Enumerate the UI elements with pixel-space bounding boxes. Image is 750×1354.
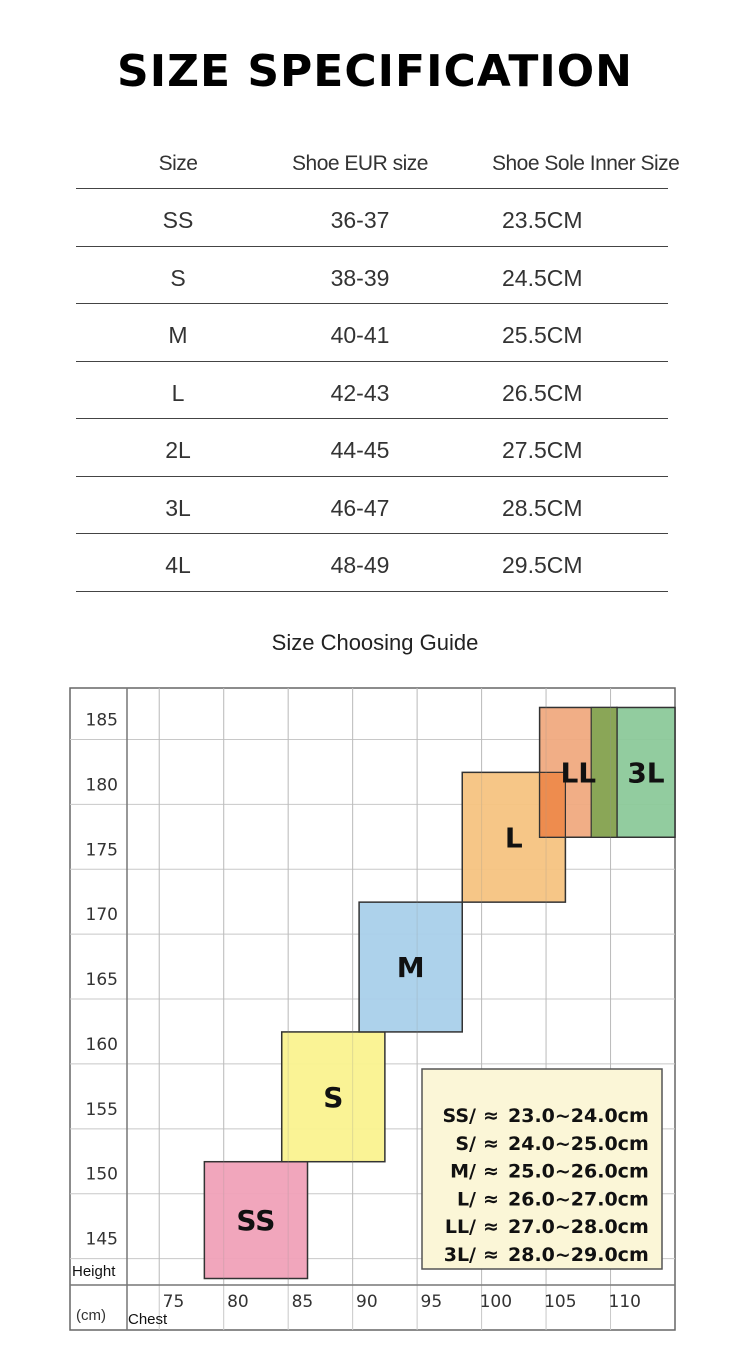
header-inner: Shoe Sole Inner Size <box>492 152 680 175</box>
header-eur: Shoe EUR size <box>292 152 428 175</box>
legend-range: 25.0~26.0cm <box>508 1160 649 1183</box>
size-label-l: L <box>504 821 523 855</box>
size-label-ss: SS <box>236 1204 276 1238</box>
cell-eur: 36-37 <box>330 207 390 233</box>
y-tick-label: 145 <box>85 1229 118 1250</box>
y-tick-label: 175 <box>85 840 118 861</box>
x-tick-label: 100 <box>479 1292 513 1312</box>
cell-size: 3L <box>165 494 191 521</box>
size-label-s: S <box>323 1080 344 1114</box>
cell-size: 2L <box>165 437 191 463</box>
x-tick-label: 75 <box>162 1292 185 1312</box>
cell-eur: 38-39 <box>330 264 390 291</box>
legend-approx: ≈ <box>483 1132 499 1155</box>
legend-approx: ≈ <box>483 1244 499 1266</box>
y-tick-label: 165 <box>85 970 118 991</box>
legend-approx: ≈ <box>483 1188 499 1211</box>
cell-eur: 46-47 <box>330 494 390 521</box>
cell-inner: 29.5CM <box>502 552 583 578</box>
cell-eur: 42-43 <box>330 379 390 406</box>
guide-title: Size Choosing Guide <box>271 630 479 655</box>
x-tick-label: 90 <box>356 1292 378 1312</box>
x-tick-label: 85 <box>291 1292 314 1312</box>
y-tick-label: 180 <box>85 775 118 796</box>
legend-range: 24.0~25.0cm <box>508 1132 649 1155</box>
legend-range: 27.0~28.0cm <box>508 1216 649 1239</box>
y-tick-label: 185 <box>85 710 118 731</box>
cell-eur: 40-41 <box>330 322 390 348</box>
cell-eur: 48-49 <box>330 552 390 578</box>
y-axis-label: Height <box>72 1263 116 1280</box>
cell-eur: 44-45 <box>330 437 390 463</box>
legend-size: L/ <box>456 1188 476 1211</box>
y-tick-label: 155 <box>85 1099 118 1120</box>
cell-inner: 28.5CM <box>502 494 583 521</box>
legend-size: SS/ <box>442 1105 476 1127</box>
legend-approx: ≈ <box>483 1160 499 1183</box>
legend-size: 3L/ <box>443 1244 476 1266</box>
legend-approx: ≈ <box>483 1105 499 1127</box>
legend-range: 28.0~29.0cm <box>508 1244 649 1266</box>
header-size: Size <box>158 152 198 175</box>
y-tick-label: 160 <box>85 1034 118 1055</box>
legend-range: 23.0~24.0cm <box>508 1105 649 1127</box>
legend-approx: ≈ <box>483 1216 499 1239</box>
cell-size: 4L <box>165 552 191 578</box>
page-title: SIZE SPECIFICATION <box>117 46 633 97</box>
legend-size: M/ <box>450 1160 476 1183</box>
x-axis-label: Chest <box>128 1311 168 1328</box>
legend-range: 26.0~27.0cm <box>508 1188 649 1211</box>
x-tick-label: 80 <box>227 1292 249 1312</box>
cell-inner: 26.5CM <box>502 379 583 406</box>
x-tick-label: 110 <box>608 1292 641 1312</box>
cell-inner: 24.5CM <box>502 264 583 291</box>
unit-label: (cm) <box>76 1307 106 1324</box>
size-label-3l: 3L <box>627 756 665 790</box>
y-tick-label: 170 <box>85 905 118 926</box>
cell-size: SS <box>162 207 194 233</box>
cell-size: S <box>170 264 186 291</box>
cell-inner: 27.5CM <box>502 437 583 463</box>
cell-inner: 23.5CM <box>502 207 583 233</box>
size-label-ll: LL <box>560 756 597 790</box>
legend-size: LL/ <box>444 1216 476 1239</box>
x-tick-label: 95 <box>420 1292 443 1312</box>
cell-size: M <box>168 322 188 348</box>
y-tick-label: 150 <box>85 1164 118 1185</box>
x-tick-label: 105 <box>544 1292 577 1312</box>
legend-size: S/ <box>455 1132 476 1155</box>
size-label-m: M <box>396 951 425 985</box>
cell-size: L <box>171 379 185 406</box>
cell-inner: 25.5CM <box>502 322 583 348</box>
